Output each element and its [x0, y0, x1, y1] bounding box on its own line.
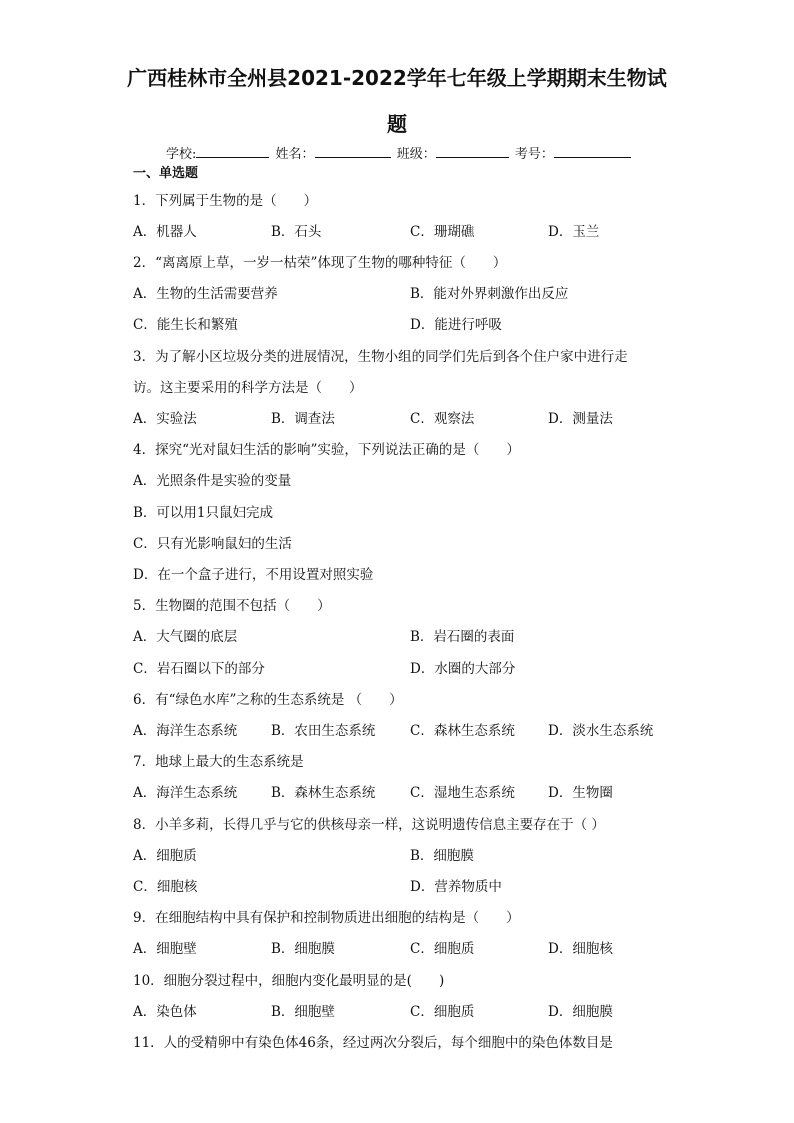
- question-stem: 2．“离离原上草，一岁一枯荣”体现了生物的哪种特征（ ）: [133, 255, 507, 271]
- exam-title-line1: 广西桂林市全州县2021-2022学年七年级上学期期末生物试: [127, 66, 667, 90]
- option: B．农田生态系统: [271, 723, 376, 739]
- option: C．只有光影响鼠妇的生活: [133, 536, 292, 552]
- question-stem-continued: 访。这主要采用的科学方法是（ ）: [133, 380, 363, 396]
- class-blank[interactable]: [436, 145, 509, 158]
- option: C．岩石圈以下的部分: [133, 661, 265, 677]
- question-stem: 11．人的受精卵中有染色体46条，经过两次分裂后，每个细胞中的染色体数目是: [133, 1035, 613, 1051]
- question-stem: 1．下列属于生物的是（ ）: [133, 193, 318, 209]
- option: C．珊瑚礁: [410, 224, 475, 240]
- option: A．海洋生态系统: [133, 785, 238, 801]
- option: B．调查法: [271, 411, 335, 427]
- exam-no-blank[interactable]: [554, 145, 631, 158]
- option: D．生物圈: [548, 785, 613, 801]
- option: C．细胞质: [410, 941, 475, 957]
- option: B．细胞膜: [271, 941, 335, 957]
- option: C．湿地生态系统: [410, 785, 515, 801]
- option: C．细胞质: [410, 1004, 475, 1020]
- option: B．细胞膜: [410, 848, 474, 864]
- option: A．细胞壁: [133, 941, 197, 957]
- option: A．光照条件是实验的变量: [133, 473, 292, 489]
- option: A．实验法: [133, 411, 197, 427]
- option: B．能对外界刺激作出反应: [410, 286, 569, 302]
- option: D．水圈的大部分: [410, 661, 516, 677]
- question-stem: 8．小羊多莉，长得几乎与它的供核母亲一样，这说明遗传信息主要存在于（ ）: [133, 817, 605, 833]
- option: D．细胞膜: [548, 1004, 613, 1020]
- option: D．细胞核: [548, 941, 613, 957]
- option: D．在一个盒子进行，不用设置对照实验: [133, 567, 374, 583]
- option: B．森林生态系统: [271, 785, 376, 801]
- name-blank[interactable]: [315, 145, 391, 158]
- question-stem: 3．为了解小区垃圾分类的进展情况，生物小组的同学们先后到各个住户家中进行走: [133, 349, 628, 365]
- question-stem: 10．细胞分裂过程中，细胞内变化最明显的是( ): [133, 973, 445, 989]
- school-label: 学校:: [166, 147, 197, 162]
- option: D．测量法: [548, 411, 613, 427]
- option: D．淡水生态系统: [548, 723, 654, 739]
- question-stem: 7．地球上最大的生态系统是: [133, 754, 304, 770]
- option: C．能生长和繁殖: [133, 317, 238, 333]
- option: A．机器人: [133, 224, 197, 240]
- option: A．染色体: [133, 1004, 197, 1020]
- option: B．细胞壁: [271, 1004, 335, 1020]
- name-label: 姓名：: [275, 147, 315, 162]
- student-info-row: [164, 145, 631, 164]
- question-stem: 5．生物圈的范围不包括（ ）: [133, 598, 331, 614]
- option: B．石头: [271, 224, 322, 240]
- option: A．生物的生活需要营养: [133, 286, 278, 302]
- option: C．观察法: [410, 411, 475, 427]
- option: D．营养物质中: [410, 879, 502, 895]
- question-stem: 9．在细胞结构中具有保护和控制物质进出细胞的结构是（ ）: [133, 910, 520, 926]
- option: D．能进行呼吸: [410, 317, 502, 333]
- question-stem: 4．探究“光对鼠妇生活的影响”实验，下列说法正确的是（ ）: [133, 442, 520, 458]
- section-heading: 一、单选题: [133, 166, 199, 181]
- option: A．海洋生态系统: [133, 723, 238, 739]
- option: B．可以用1只鼠妇完成: [133, 505, 274, 521]
- option: D．玉兰: [548, 224, 600, 240]
- exam-title-line2: 题: [387, 112, 407, 136]
- class-label: 班级：: [396, 147, 436, 162]
- option: A．大气圈的底层: [133, 629, 238, 645]
- question-stem: 6．有“绿色水库”之称的生态系统是 （ ）: [133, 692, 403, 708]
- school-blank[interactable]: [196, 145, 269, 158]
- option: C．森林生态系统: [410, 723, 515, 739]
- option: A．细胞质: [133, 848, 197, 864]
- option: B．岩石圈的表面: [410, 629, 515, 645]
- option: C．细胞核: [133, 879, 198, 895]
- exam-no-label: 考号：: [514, 147, 554, 162]
